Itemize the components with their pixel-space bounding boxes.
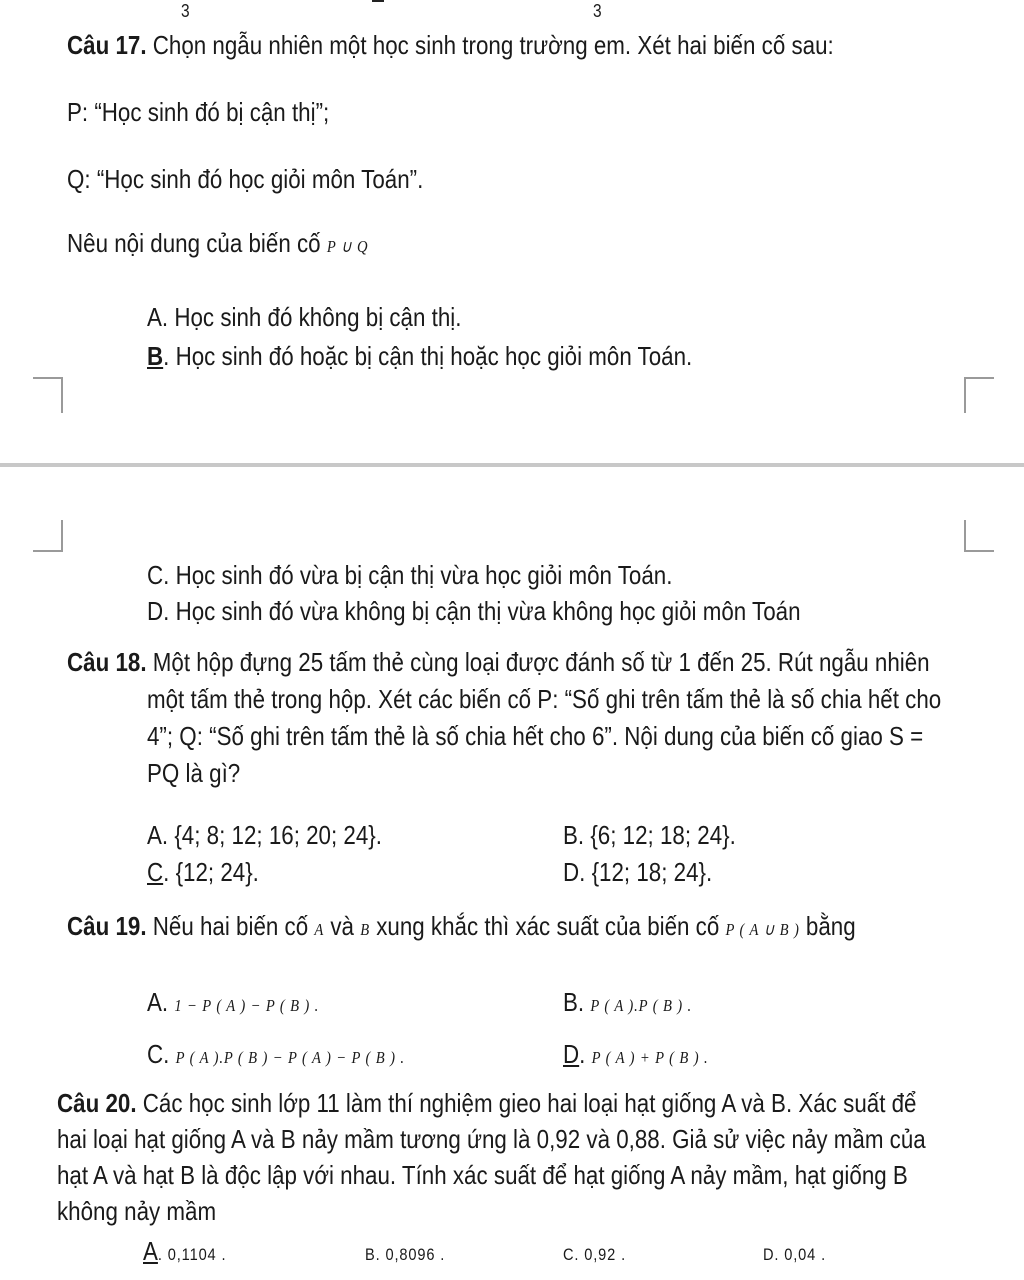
option-key: C. (147, 1039, 170, 1069)
answer-key: D (563, 1039, 580, 1069)
crop-mark-bottom-right (964, 520, 994, 552)
event-a: A (314, 920, 325, 939)
q18-option-b: B. {6; 12; 18; 24}. (563, 820, 736, 850)
question-label: Câu 17. (67, 30, 147, 60)
event-b: B (360, 920, 371, 939)
q19-option-d (563, 1037, 709, 1075)
option-key: . (579, 1039, 586, 1069)
q19-option-c (147, 1037, 405, 1075)
page-number-right: 3 (593, 1, 602, 21)
question-text: Một hộp đựng 25 tấm thẻ cùng loại được đánh số từ 1 đến 25. Rút ngẫu nhiên (146, 647, 930, 677)
question-20-line-2: hai loại hạt giống A và B nảy mầm tương ứng là 0,92 và 0,88. Giả sử việc nảy mầm của (57, 1124, 926, 1154)
answer-key: B (147, 341, 164, 371)
option-formula: P ( A ).P ( B ) . (590, 996, 693, 1015)
question-text: Nếu hai biến cố (146, 911, 315, 941)
q18-option-a: A. {4; 8; 12; 16; 20; 24}. (147, 820, 382, 850)
q17-option-a: A. Học sinh đó không bị cận thị. (147, 302, 462, 332)
ask-formula: P ∪ Q (326, 237, 369, 256)
question-18-line-1 (67, 645, 930, 679)
q20-option-a (143, 1234, 226, 1272)
header-rule (372, 0, 384, 2)
question-18-line-2: một tấm thẻ trong hộp. Xét các biến cố P: “Số ghi trên tấm thẻ là số chia hết cho (147, 684, 942, 714)
option-text: D. 0,04 . (763, 1245, 827, 1264)
question-label: Câu 20. (57, 1088, 137, 1118)
question-label: Câu 19. (67, 911, 147, 941)
page-number-left: 3 (181, 1, 190, 21)
q17-statement-q: Q: “Học sinh đó học giỏi môn Toán”. (67, 164, 424, 194)
option-text: . {12; 24}. (163, 857, 259, 887)
option-key: A. (147, 987, 169, 1017)
union-probability: P ( A ∪ B ) (725, 920, 800, 939)
option-key: B. (563, 987, 585, 1017)
q19-option-b (563, 985, 692, 1023)
option-text: B. 0,8096 . (365, 1245, 446, 1264)
question-text: bằng (799, 911, 856, 941)
option-text: . Học sinh đó hoặc bị cận thị hoặc học giỏi môn Toán. (163, 341, 693, 371)
q17-statement-p: P: “Học sinh đó bị cận thị”; (67, 97, 330, 127)
option-formula: P ( A ) + P ( B ) . (591, 1048, 709, 1067)
question-20-line-1 (57, 1086, 916, 1120)
crop-mark-top-right (964, 377, 994, 413)
question-label: Câu 18. (67, 647, 147, 677)
q19-option-a (147, 985, 319, 1023)
page-break-divider (0, 463, 1024, 467)
question-20-line-4: không nảy mầm (57, 1196, 217, 1226)
q20-option-b (365, 1234, 445, 1272)
question-19-stem (67, 909, 856, 947)
question-text: xung khắc thì xác suất của biến cố (370, 911, 726, 941)
crop-mark-top-left (33, 377, 63, 413)
question-20-line-3: hạt A và hạt B là độc lập với nhau. Tính xác suất để hạt giống A nảy mầm, hạt giống B (57, 1160, 908, 1190)
q17-option-b (147, 339, 692, 373)
q20-option-d (763, 1234, 826, 1272)
q17-ask (67, 226, 368, 264)
question-text: và (324, 911, 361, 941)
option-text: . 0,1104 . (157, 1245, 227, 1264)
q17-option-d: D. Học sinh đó vừa không bị cận thị vừa không học giỏi môn Toán (147, 596, 801, 626)
q17-option-c: C. Học sinh đó vừa bị cận thị vừa học giỏi môn Toán. (147, 560, 673, 590)
question-18-line-4: PQ là gì? (147, 758, 241, 788)
option-text: C. 0,92 . (563, 1245, 627, 1264)
question-text: Các học sinh lớp 11 làm thí nghiệm gieo hai loại hạt giống A và B. Xác suất để (136, 1088, 917, 1118)
question-text: Chọn ngẫu nhiên một học sinh trong trường em. Xét hai biến cố sau: (146, 30, 834, 60)
ask-text: Nêu nội dung của biến cố (67, 228, 327, 258)
option-formula: 1 − P ( A ) − P ( B ) . (174, 996, 320, 1015)
question-18-line-3: 4”; Q: “Số ghi trên tấm thẻ là số chia hết cho 6”. Nội dung của biến cố giao S = (147, 721, 924, 751)
option-formula: P ( A ).P ( B ) − P ( A ) − P ( B ) . (175, 1048, 405, 1067)
question-17-stem (67, 28, 834, 62)
q18-option-c (147, 855, 259, 889)
answer-key: A (143, 1236, 158, 1266)
q20-option-c (563, 1234, 626, 1272)
answer-key: C (147, 857, 164, 887)
q18-option-d: D. {12; 18; 24}. (563, 857, 713, 887)
crop-mark-bottom-left (33, 520, 63, 552)
